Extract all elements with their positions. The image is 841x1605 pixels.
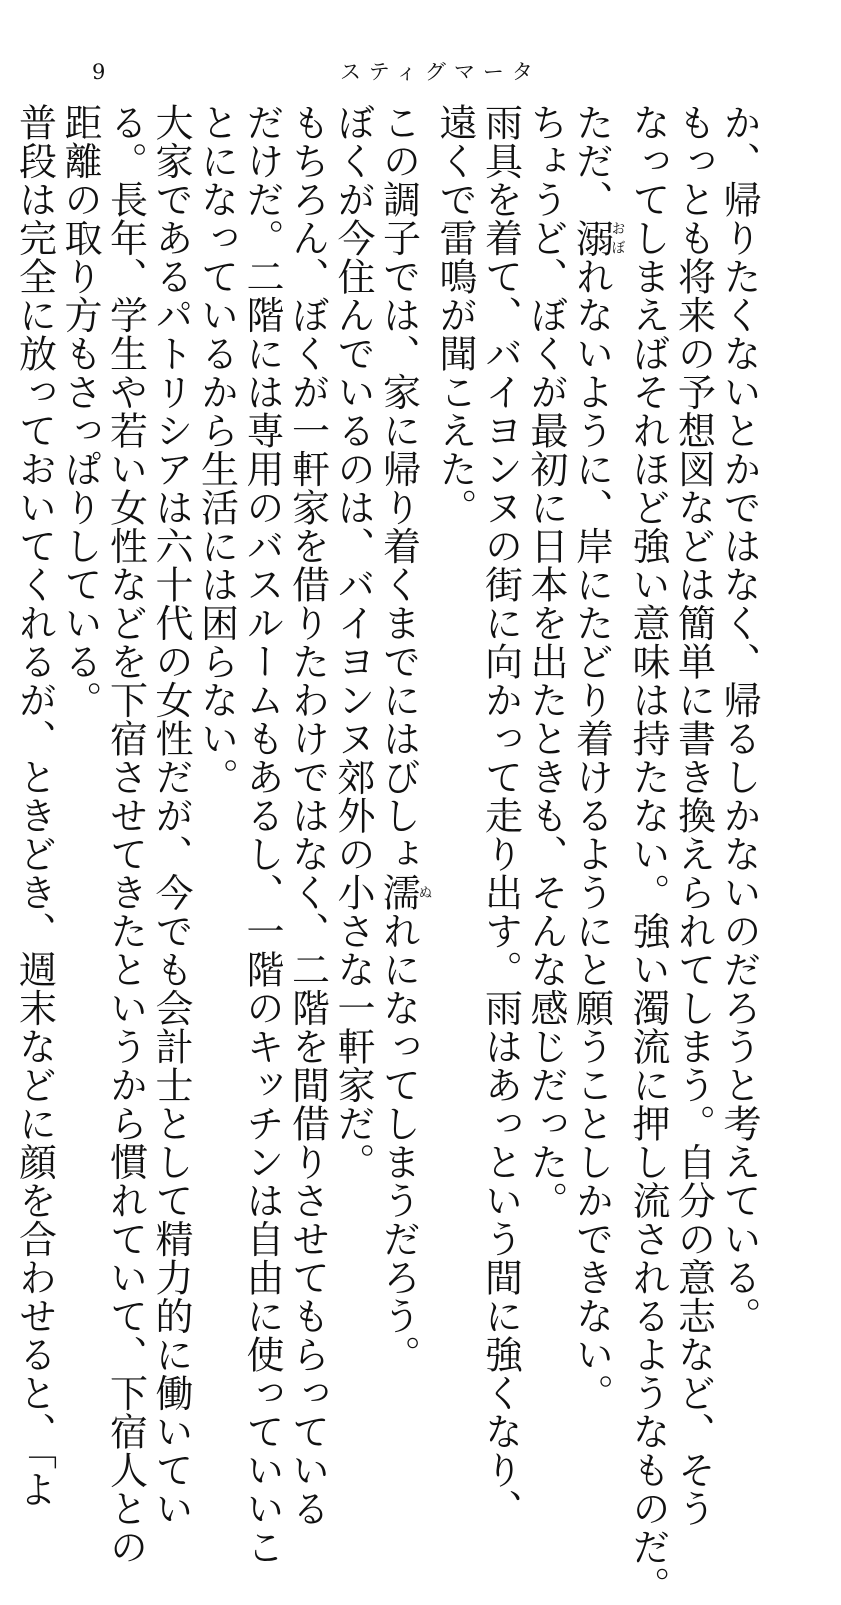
text-line: 大家であるパトリシアは六十代の女性だが、今でも会計士として精力的に働いてい <box>149 103 193 1528</box>
novel-text-column <box>12 103 761 1605</box>
text-line: もちろん、ぼくが一軒家を借りたわけではなく、二階を間借りさせてもらっている <box>285 103 330 1528</box>
text-line: とになっているから生活には困らない。 <box>194 103 239 796</box>
ruby-word <box>376 873 433 912</box>
text-line: る。長年、学生や若い女性などを下宿させてきたというから慣れていて、下宿人との <box>103 103 148 1566</box>
text-line: ぼくが今住んでいるのは、バイヨンヌ郊外の小さな一軒家だ。 <box>331 103 375 1181</box>
text-line: か、帰りたくないとかではなく、帰るしかないのだろうと考えている。 <box>717 103 761 1335</box>
furigana: ぬ <box>416 873 433 912</box>
text-line: 普段は完全に放っておいてくれるが、ときどき、週末などに顔を合わせると、「よ <box>12 103 57 1509</box>
text-line: 距離の取り方もさっぱりしている。 <box>58 103 102 719</box>
text-line <box>569 103 626 1412</box>
ruby-base: 濡 <box>376 873 421 912</box>
text-segment: れになってしまうだろう。 <box>376 911 421 1374</box>
text-segment: この調子では、家に帰り着くまでにはびしょ <box>376 103 421 873</box>
running-title: スティグマータ <box>340 60 541 84</box>
text-line: もっとも将来の予想図などは簡単に書き換えられてしまう。自分の意志など、そう <box>671 103 716 1528</box>
page-number: 9 <box>92 60 106 84</box>
furigana: おぼ <box>609 218 626 257</box>
text-line: だけだ。二階には専用のバスルームもあるし、一階のキッチンは自由に使っていいこ <box>240 103 284 1566</box>
text-line: ちょうど、ぼくが最初に日本を出たときも、そんな感じだった。 <box>524 103 568 1220</box>
ruby-base: 溺 <box>569 218 614 257</box>
text-line <box>376 103 433 1374</box>
ruby-word <box>569 218 626 258</box>
text-segment: ただ、 <box>569 103 614 219</box>
text-segment: れないように、岸にたどり着けるようにと願うことしかできない。 <box>569 257 614 1412</box>
text-line: 遠くで雷鳴が聞こえた。 <box>433 103 477 527</box>
text-line: なってしまえばそれほど強い意味は持たない。強い濁流に押し流されるようなものだ。 <box>626 103 670 1605</box>
text-line: 雨具を着て、バイヨンヌの街に向かって走り出す。雨はあっという間に強くなり、 <box>478 103 523 1528</box>
